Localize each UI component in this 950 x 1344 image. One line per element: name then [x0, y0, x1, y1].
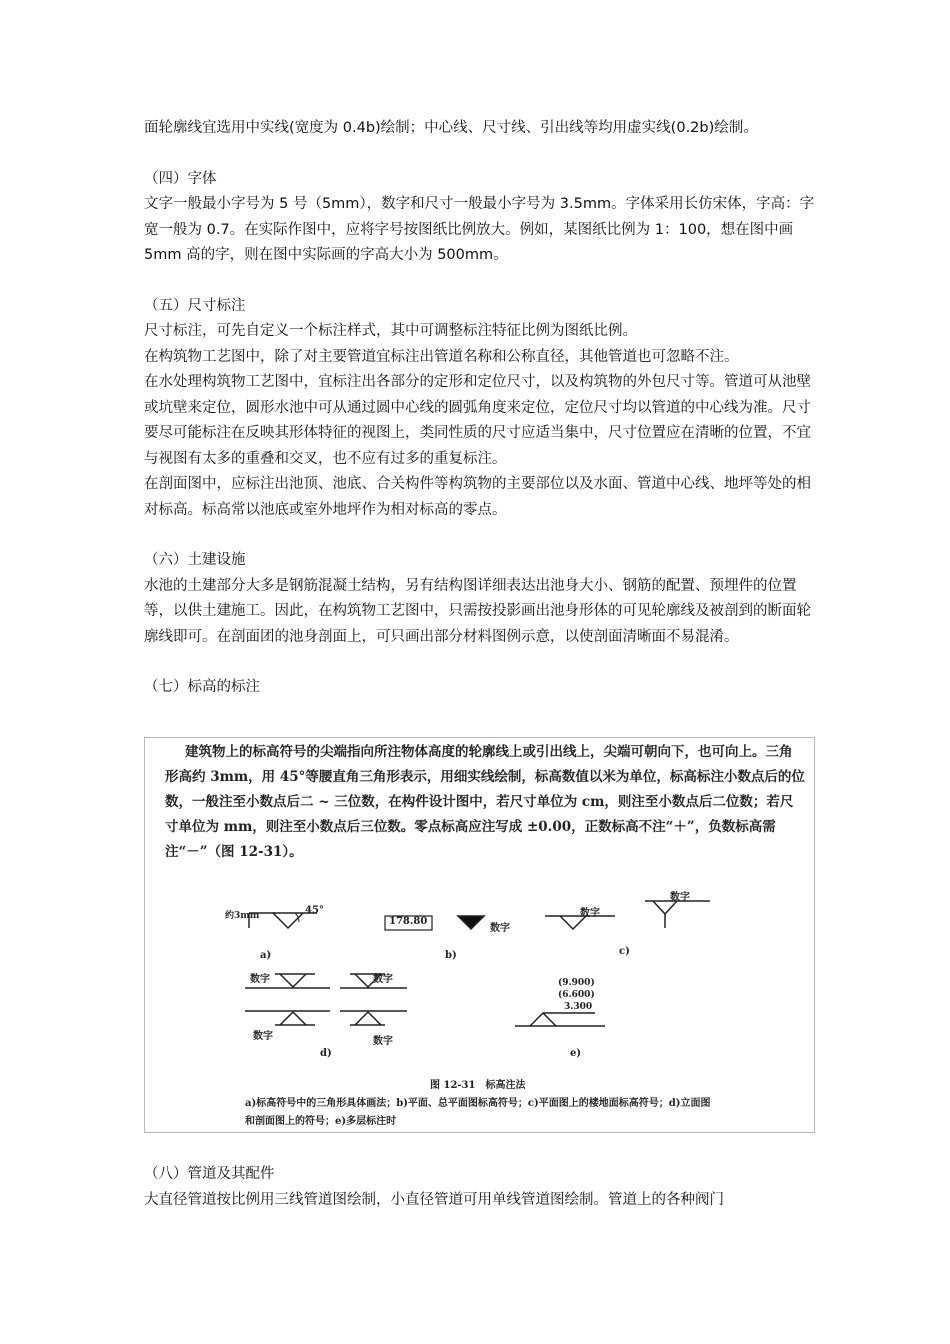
elevation-value: 3.300: [564, 1002, 593, 1012]
subfigure-e-label: e): [570, 1048, 582, 1059]
elevation-value: 178.80: [389, 916, 428, 927]
subfigure-b-label: b): [445, 950, 457, 961]
paragraph: 文字一般最小字号为 5 号（5mm），数字和尺寸一般最小字号为 3.5mm。字体采用长仿宋体，字高：字宽一般为 0.7。在实际作图中，应将字号按图纸比例放大。例如，某图纸比例为 1：100，想在图中画 5mm 高的字，则在图中实际画的字高大小为 500mm。: [144, 196, 815, 263]
filled-triangle-symbol: [458, 916, 484, 929]
number-label: 数字: [490, 923, 510, 934]
section-heading: （六）土建设施: [144, 552, 246, 568]
paragraph: 面轮廓线宜选用中实线(宽度为 0.4b)绘制；中心线、尺寸线、引出线等均用虚实线(0.2b)绘制。: [144, 120, 758, 136]
triangle-symbol-e: [530, 1013, 556, 1026]
elevation-symbols-drawing: [145, 738, 815, 1133]
figure-text: 建筑物上的标高符号的尖端指向所注物体高度的轮廓线上或引出线上，尖端可朝向下，也可向上。三角形高约 3mm，用 45°等腰直角三角形表示，用细实线绘制，标高数值以米为单位，标高标注小数点后的位数，一般注至小数点后二 ~ 三位数，在构件设计图中，若尺寸单位为 cm，则注至小数点后二位数；若尺寸单位为 mm，则注至小数点后三位数。零点标高应注写成 ±0.00，正数标高不注“＋”，负数标高需注“－”（图 12-31）。: [165, 744, 805, 860]
text-block-top: [144, 116, 816, 701]
section-heading: （五）尺寸标注: [144, 297, 246, 314]
elevation-value: (9.900): [558, 978, 595, 988]
number-label: 数字: [250, 974, 270, 985]
paragraph: 水池的土建部分大多是钢筋混凝土结构，另有结构图详细表达出池身大小、钢筋的配置、预埋件的位置等，以供土建施工。因此，在构筑物工艺图中，只需按投影画出池身形体的可见轮廓线及被剖到的断面轮廓线即可。在剖面团的池身剖面上，可只画出部分材料图例示意，以使剖面清晰面不易混淆。: [144, 577, 811, 645]
number-label: 数字: [580, 908, 600, 919]
angle-label: 45°: [305, 905, 324, 916]
number-label: 数字: [373, 1036, 393, 1047]
subfigure-d-label: d): [320, 1048, 332, 1059]
subfigure-a-label: a): [260, 950, 272, 961]
section-heading: （七）标高的标注: [144, 679, 260, 695]
elevation-value: (6.600): [558, 990, 595, 1000]
paragraph: 在构筑物工艺图中，除了对主要管道宜标注出管道名称和公称直径，其他管道也可忽略不注。: [144, 348, 739, 365]
paragraph: 尺寸标注，可先自定义一个标注样式，其中可调整标注特征比例为图纸比例。: [144, 323, 637, 339]
section-heading: （八）管道及其配件: [144, 1166, 275, 1182]
elevation-figure: [144, 737, 815, 1133]
figure-caption-title: 图 12-31 标高注法: [430, 1080, 526, 1091]
dim-label: 约3mm: [225, 911, 260, 921]
subfigure-c-label: c): [619, 946, 630, 957]
text-block-bottom: [144, 1162, 816, 1213]
number-label: 数字: [373, 974, 393, 985]
paragraph: 在水处理构筑物工艺图中，宜标注出各部分的定形和定位尺寸，以及构筑物的外包尺寸等。管道可从池壁或坑壁来定位，圆形水池中可从通过圆中心线的圆弧角度来定位，定位尺寸均以管道的中心线为准。尺寸要尽可能标注在反映其形体特征的视图上，类同性质的尺寸应适当集中，尺寸位置应在清晰的位置，不宜与视图有太多的重叠和交叉，也不应有过多的重复标注。: [144, 374, 811, 467]
number-label: 数字: [670, 892, 690, 903]
paragraph: 在剖面图中，应标注出池顶、池底、合关构件等构筑物的主要部位以及水面、管道中心线、地坪等处的相对标高。标高常以池底或室外地坪作为相对标高的零点。: [144, 476, 811, 518]
section-heading: （四）字体: [144, 170, 217, 187]
number-label: 数字: [253, 1031, 273, 1042]
figure-caption-desc: a)标高符号中的三角形具体画法；b)平面、总平面图标高符号；c)平面图上的楼地面标高符号；d)立面图和剖面图上的符号；e)多层标注时: [245, 1098, 711, 1127]
paragraph: 大直径管道按比例用三线管道图绘制，小直径管道可用单线管道图绘制。管道上的各种阀门: [144, 1191, 724, 1208]
